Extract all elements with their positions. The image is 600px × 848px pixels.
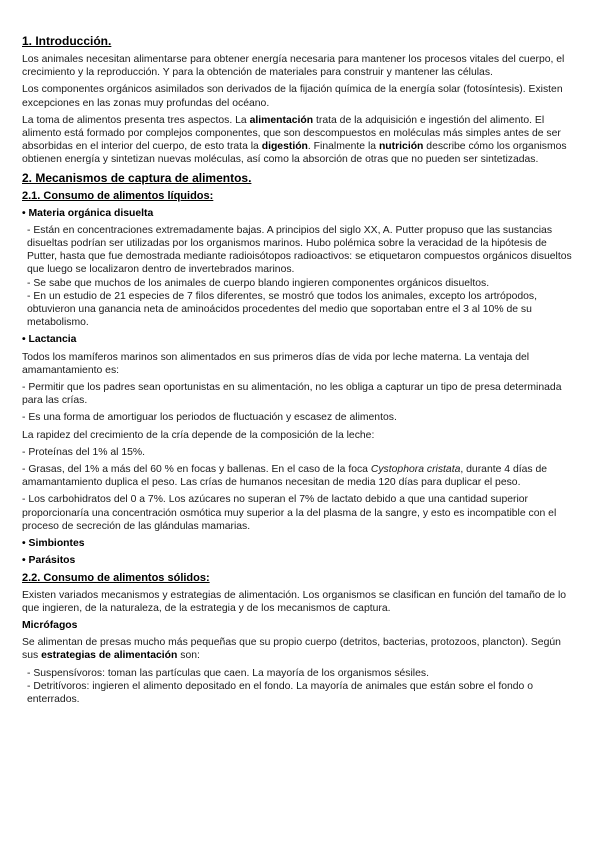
bullet-heading-symbionts: • Simbiontes (22, 538, 85, 550)
bullet-heading-dissolved-matter: • Materia orgánica disuelta (22, 207, 154, 219)
dissolved-item-2: - Se sabe que muchos de los animales de cuerpo blando ingieren componentes orgánicos disueltos. (27, 277, 490, 289)
intro-paragraph-3: La toma de alimentos presenta tres aspectos. La alimentación trata de la adquisición e ingestión del alimento. El alimento está formado por complejos componentes, que son descompuestos en moléculas más simples antes de ser absorbidas en el interior del cuerpo, de esto trata la digestión. Finalmente la nutrición describe cómo los organismos obtienen energía y sintetizan nuevas moléculas, así como la absorción de otras que no pueden ser sintetizadas. (22, 114, 567, 166)
lactation-advantage-1: - Permitir que los padres sean oportunistas en su alimentación, no les obliga a capturar un tipo de presa determinada para las crías. (22, 382, 562, 407)
subsection-heading-liquids: 2.1. Consumo de alimentos líquidos: (22, 189, 214, 202)
intro-paragraph-1: Los animales necesitan alimentarse para obtener energía necesaria para mantener los procesos vitales del cuerpo, el crecimiento y la reproducción. Y para la obtención de materiales para construir y mantener las células. (22, 54, 565, 79)
term-nutricion: nutrición (378, 141, 424, 153)
detritivores-item: - Detritívoros: ingieren el alimento depositado en el fondo. La mayoría de animales que están sobre el fondo o enterrados. (27, 680, 533, 705)
bullet-heading-lactation: • Lactancia (22, 334, 77, 346)
dissolved-item-3: - En un estudio de 21 especies de 7 filos diferentes, se mostró que todos los animales, excepto los artrópodos, obtuvieron una ganancia neta de aminoácidos procedentes del medio que soportaban entre el 3 al 10% de su metabolismo. (27, 290, 538, 329)
milk-proteins: - Proteínas del 1% al 15%. (22, 446, 146, 458)
lactation-paragraph-1: Todos los mamíferos marinos son alimentados en sus primeros días de vida por leche materna. La ventaja del amamantamiento es: (22, 351, 530, 376)
document-page (22, 34, 578, 706)
heading-microphages: Micrófagos (22, 619, 78, 631)
lactation-advantage-2: - Es una forma de amortiguar los periodos de fluctuación y escasez de alimentos. (22, 412, 397, 424)
milk-carbohydrates: - Los carbohidratos del 0 a 7%. Los azúcares no superan el 7% de lactato debido a que una cantidad superior proporcionaría una concentración osmótica muy superior a la del plasma de la sangre, y esto es incompatible con el proceso de secreción de las glándulas mamarias. (22, 494, 557, 532)
subsection-heading-solids: 2.2. Consumo de alimentos sólidos: (22, 571, 210, 584)
microphages-paragraph: Se alimentan de presas mucho más pequeñas que su propio cuerpo (detritos, bacterias, protozoos, plancton). Según sus estrategias de alimentación son: (22, 637, 561, 662)
milk-fats: - Grasas, del 1% a más del 60 % en focas y ballenas. En el caso de la foca Cystophora cristata, durante 4 días de amamantamiento duplica el peso. Las crías de humanos necesitan de media 120 días para duplicar el peso. (22, 464, 548, 489)
term-alimentacion: alimentación (249, 114, 314, 126)
suspensivores-item: - Suspensívoros: toman las partículas que caen. La mayoría de los organismos sésiles. (27, 667, 429, 679)
section-heading-capture: 2. Mecanismos de captura de alimentos. (22, 170, 252, 185)
intro-paragraph-2: Los componentes orgánicos asimilados son derivados de la fijación química de la energía solar (fotosíntesis). Existen excepciones en las zonas muy profundas del océano. (22, 84, 563, 109)
dissolved-item-1: - Están en concentraciones extremadamente bajas. A principios del siglo XX, A. Putter propuso que las sustancias disueltas podrían ser utilizadas por los organismos marinos. Hubo polémica sobre la veracidad de la hipótesis de Putter, hasta que fue demostrada mediante radioisótopos radioactivos: se etiquetaron compuestos orgánicos disueltos que luego se localizaron dentro de invertebrados marinos. (27, 224, 572, 276)
lactation-paragraph-2: La rapidez del crecimiento de la cría depende de la composición de la leche: (22, 429, 375, 441)
bullet-heading-parasites: • Parásitos (22, 555, 76, 567)
species-name: Cystophora cristata (370, 464, 461, 476)
term-digestion: digestión (261, 141, 308, 153)
section-heading-introduction: 1. Introducción. (22, 34, 112, 48)
solids-paragraph-1: Existen variados mecanismos y estrategias de alimentación. Los organismos se clasifican en función del tamaño de lo que ingieren, de la naturaleza, de la estrategia y de los mecanismos de captura. (22, 589, 567, 614)
term-feeding-strategies: estrategias de alimentación (41, 650, 178, 662)
